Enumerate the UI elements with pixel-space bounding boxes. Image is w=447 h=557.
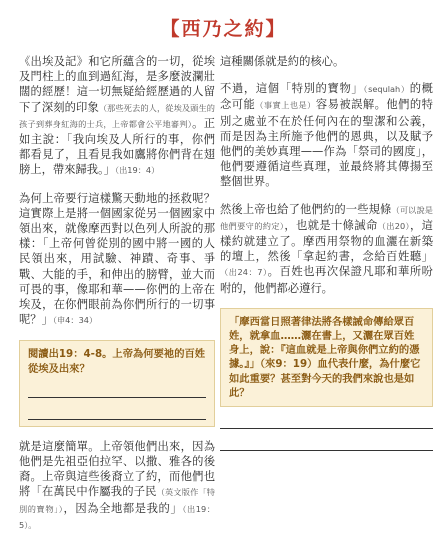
answer-lines [28,397,206,420]
page-title: 【西乃之約】 [160,18,287,40]
scripture-reference: （出20） [377,220,411,231]
left-column [19,54,215,545]
paragraph-covenant-core: 這種關係就是約的核心。 [220,55,345,68]
paragraph-answer-simple [19,439,215,533]
paragraph-text: 《出埃及記》和它所蘊含的一切，從埃及門柱上的血到過紅海，是多麼波瀾壯闊的經歷！這一切無疑給經歷過的人留下了深刻的印象 [19,55,215,114]
scripture-reference: （出19：4） [115,165,160,176]
paragraph-covenant-rules [220,202,433,296]
paragraph-text: 然後上帝也給了他們約的一些規條 [220,202,392,216]
paragraph-text: 為何上帝要行這樣驚天動地的拯救呢？這實際上是將一個國家從另一個國家中領出來，就像摩西對以色列人所說的那樣：「上帝何曾從別的國中將一國的人民領出來，用試驗、神蹟、奇事、爭戰、大能的手，和伸出的膀臂，並大而可畏的事，像耶和華——你們的上帝在埃及，在你們眼前為你們所行的一切事呢？」 [19,191,215,327]
paragraph-exodus-intro [19,54,215,179]
answer-line[interactable] [28,397,206,398]
answer-line[interactable] [220,450,433,451]
paragraph-text: 的概念可能 [220,82,433,112]
study-question-box [19,340,215,426]
scripture-reference: （出19：5）。 [19,503,215,530]
parenthetical-note: （那些死去的人，從埃及頭生的孩子到葬身紅海的士兵，上帝都會公平地審判） [19,102,215,129]
scripture-reference: （申4：34） [52,315,98,326]
paragraph-special-treasure [220,81,433,189]
paragraph-text: 不過，這個「特別的寶物」 [220,82,364,96]
paragraph-text: ，這樣約就建立了。摩西用祭物的血灑在新築的壇上，然後「拿起約書，念給百姓聽」 [220,218,433,264]
paragraph-text: 。正如主說：「我向埃及人所行的事，你們都看見了，且看見我如鷹將你們背在翅膀上，帶來歸我。」 [19,116,215,177]
scripture-reference: （出24：7） [220,267,268,278]
study-question-text: 閱讀出19：4-8。上帝為何要祂的百姓從埃及出來？ [28,348,206,375]
answer-lines [220,428,433,451]
right-column [220,54,433,451]
answer-line[interactable] [220,428,433,429]
parenthetical-note: （英文版作「特別的寶物」） [19,487,215,514]
paragraph-why-deliver [19,191,215,329]
paragraph-text: 容易被誤解。他們的特別之處並不在於任何內在的聖潔和公義，而是因為主所施予他們的恩典，以及賦予他們的美妙真理——作為「祭司的國度」，他們要遵循這些真理，並最終將其傳揚至整個世界。 [220,98,433,189]
paragraph-text: ，因為全地都是我的」 [63,501,183,515]
hebrew-term: （sequlah） [363,84,410,95]
paragraph-text: 。百姓也再次保證凡耶和華所吩咐的，他們都必遵行。 [220,265,433,295]
paragraph-text: 就是這麼簡單。上帝領他們出來，因為他們是先祖亞伯拉罕、以撒、雅各的後裔。上帝與這些後裔立了約，而他們也將「在萬民中作屬我的子民 [19,439,215,499]
answer-line[interactable] [28,419,206,420]
paragraph-text: ，也就是十條誡命 [284,218,378,232]
study-question-text: 「摩西當日照著律法將各樣誡命傳給眾百姓，就拿血……灑在書上，又灑在眾百姓身上，說：『這血就是上帝與你們立約的憑據。』」（來9：19）血代表什麼，為什麼它如此重要？甚至對今天的我們來說也是如此？ [229,315,421,399]
parenthetical-note: （事實上也是） [255,100,316,111]
parenthetical-note: （可以說是他們要守的約定） [220,204,433,231]
study-question-box [220,308,433,407]
